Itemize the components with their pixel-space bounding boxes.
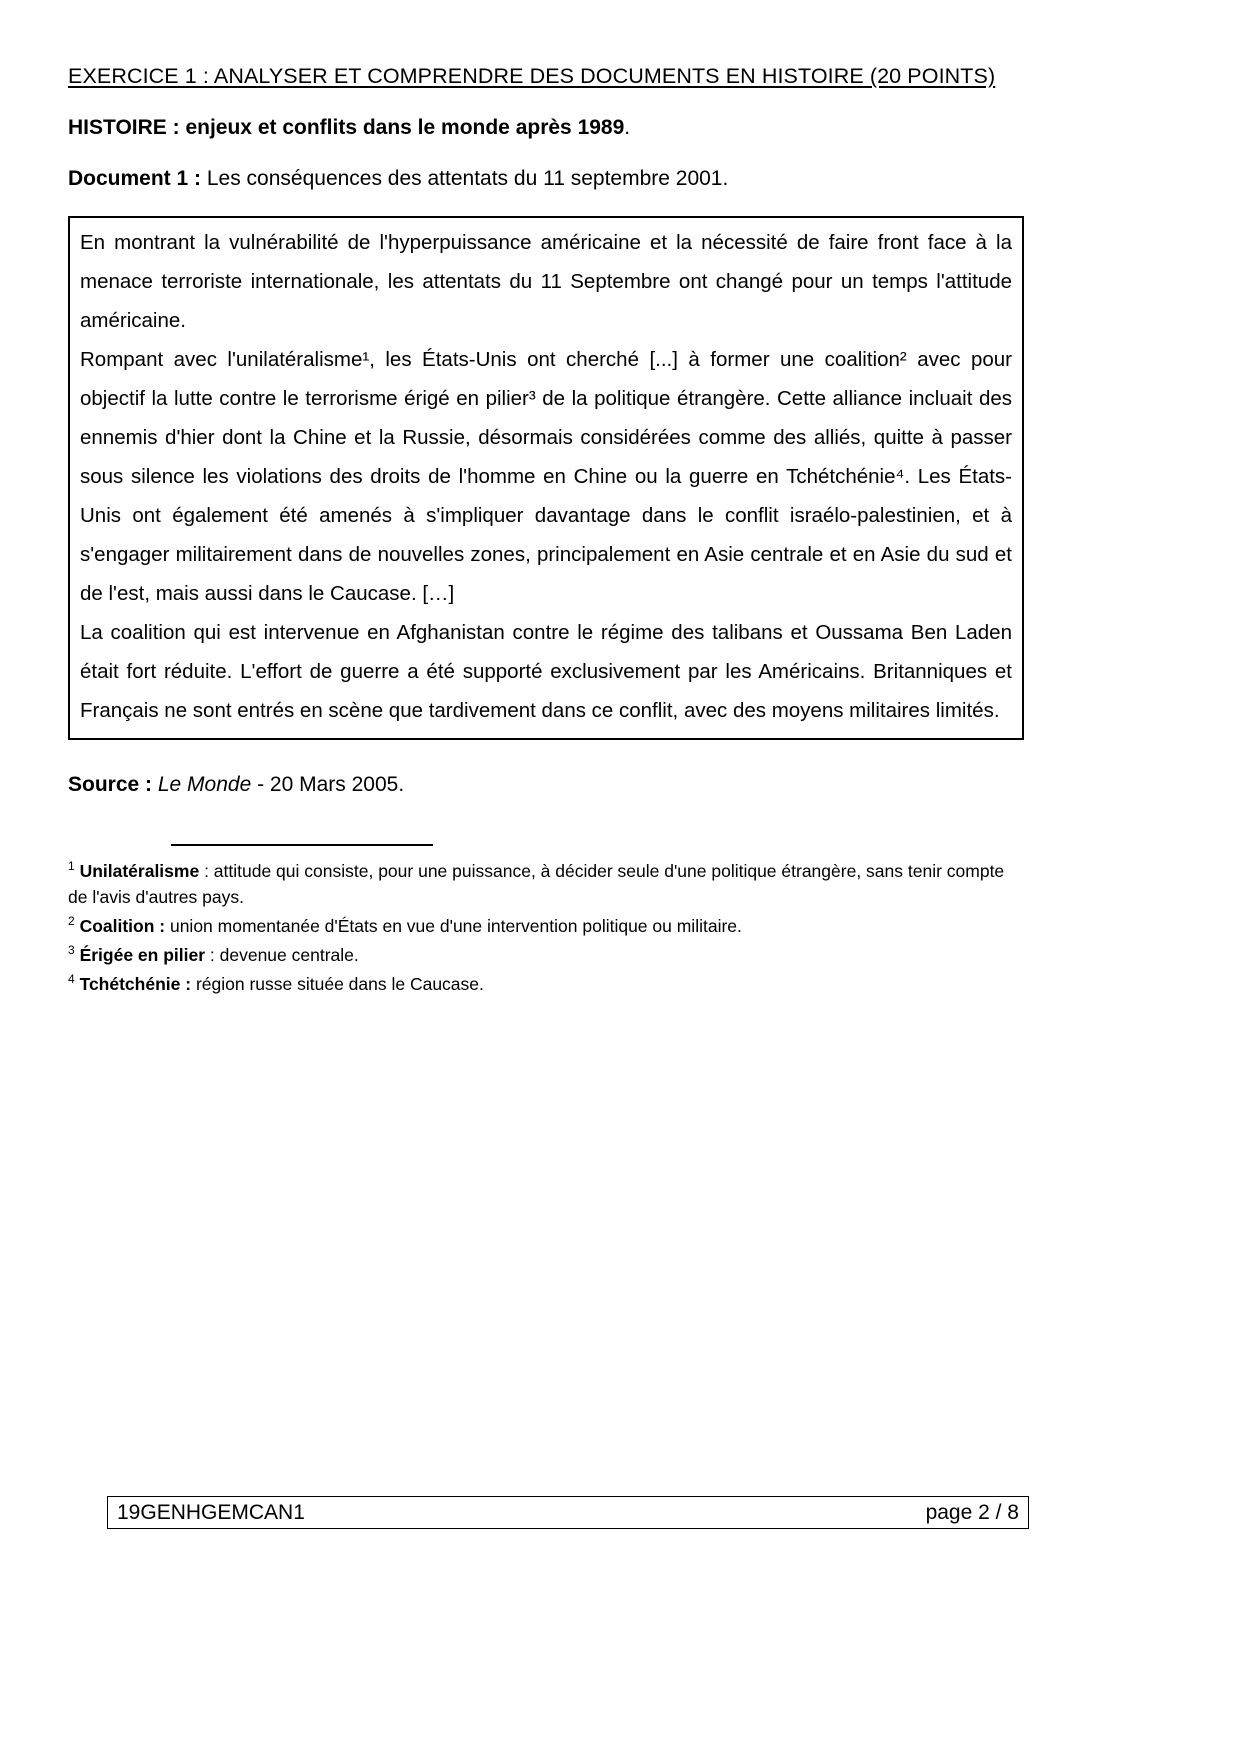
- document-paragraph-3: La coalition qui est intervenue en Afghanistan contre le régime des talibans et Oussama Ben Laden était fort réduite. L'effort de guerre a été supporté exclusivement par les Américains. Britanniques et Français ne sont entrés en scène que tardivement dans ce conflit, avec des moyens militaires limités.: [80, 621, 1012, 722]
- footnote-3-term: Érigée en pilier: [79, 945, 206, 965]
- footnote-4-text: région russe située dans le Caucase.: [191, 974, 484, 994]
- footnote-2-marker: 2: [68, 914, 75, 929]
- footnote-2: [68, 913, 1024, 939]
- footnote-separator: [171, 844, 433, 846]
- footnote-4: [68, 971, 1024, 997]
- source-date: - 20 Mars 2005.: [251, 773, 405, 796]
- footnote-1-term: Unilatéralisme: [79, 861, 200, 881]
- footnote-2-term: Coalition :: [79, 916, 166, 936]
- source-publication: Le Monde: [157, 773, 252, 796]
- footer-document-code: 19GENHGEMCAN1: [117, 1500, 305, 1524]
- page-footer: [107, 1496, 1029, 1529]
- page-content: [68, 64, 1024, 997]
- exercise-title: EXERCICE 1 : ANALYSER ET COMPRENDRE DES DOCUMENTS EN HISTOIRE (20 POINTS): [68, 64, 996, 88]
- document-title: Les conséquences des attentats du 11 septembre 2001.: [201, 167, 729, 190]
- footnote-1-text: : attitude qui consiste, pour une puissance, à décider seule d'une politique étrangère, sans tenir compte de l'avis d'autres pays.: [68, 861, 1005, 907]
- source-line: [68, 773, 1024, 797]
- document-text-box: [68, 216, 1024, 740]
- document-label: Document 1 :: [68, 167, 202, 190]
- document-paragraph-2: Rompant avec l'unilatéralisme¹, les États-Unis ont cherché [...] à former une coalition² avec pour objectif la lutte contre le terrorisme érigé en pilier³ de la politique étrangère. Cette alliance incluait des ennemis d'hier dont la Chine et la Russie, désormais considérées comme des alliés, quitte à passer sous silence les violations des droits de l'homme en Chine ou la guerre en Tchétchénie⁴. Les États-Unis ont également été amenés à s'impliquer davantage dans le conflit israélo-palestinien, et à s'engager militairement dans de nouvelles zones, principalement en Asie centrale et en Asie du sud et de l'est, mais aussi dans le Caucase. […]: [80, 348, 1012, 605]
- document-heading: [68, 167, 1024, 191]
- footnote-3-marker: 3: [68, 943, 75, 958]
- footnote-4-marker: 4: [68, 972, 75, 987]
- footnote-4-term: Tchétchénie :: [79, 974, 192, 994]
- footnote-1-marker: 1: [68, 859, 75, 874]
- document-paragraph-1: En montrant la vulnérabilité de l'hyperpuissance américaine et la nécessité de faire front face à la menace terroriste internationale, les attentats du 11 Septembre ont changé pour un temps l'attitude américaine.: [80, 231, 1012, 332]
- source-label: Source :: [68, 773, 158, 796]
- footnote-3: [68, 942, 1024, 968]
- footnote-1: [68, 858, 1024, 910]
- theme-title: HISTOIRE : enjeux et conflits dans le monde après 1989: [68, 116, 625, 139]
- footnote-3-text: : devenue centrale.: [205, 945, 359, 965]
- theme-line: [68, 116, 1024, 140]
- footnotes: [68, 858, 1024, 997]
- footnote-2-text: union momentanée d'États en vue d'une intervention politique ou militaire.: [165, 916, 742, 936]
- footer-page-number: page 2 / 8: [925, 1500, 1019, 1524]
- theme-end: .: [624, 116, 631, 139]
